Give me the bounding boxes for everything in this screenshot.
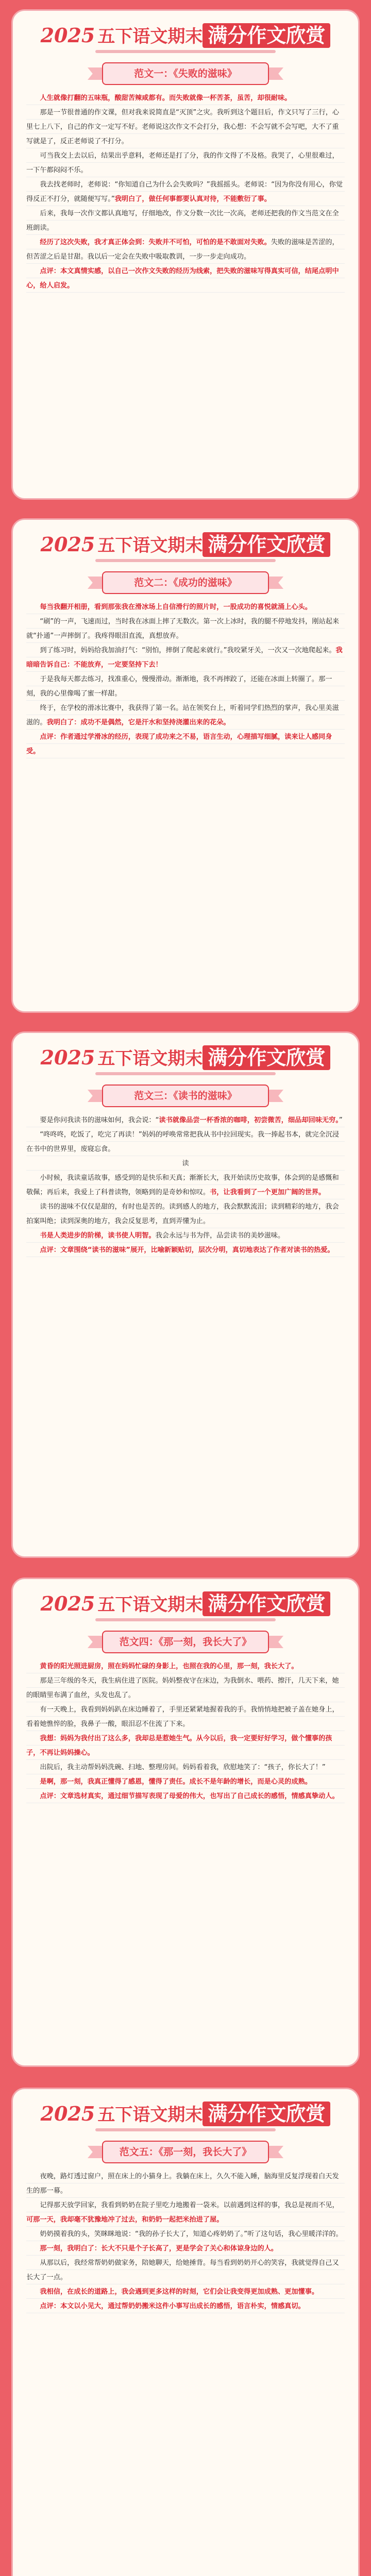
paragraph-text: 终于，在学校的滑冰比赛中，我获得了第一名。站在领奖台上，听着同学们热烈的掌声，我心里美滋滋的。 (26, 704, 339, 726)
header-title-highlight: 满分作文欣赏 (203, 1591, 330, 1616)
header-title-mid: 五下语文期末 (97, 535, 203, 556)
paragraph-text: 奶奶摸着我的头，笑眯眯地说：“我的孙子长大了，知道心疼奶奶了。”听了这句话，我心里暖洋洋的。 (40, 2230, 343, 2238)
header-title-highlight: 满分作文欣赏 (203, 1045, 330, 1070)
essay-ribbon: 范文五：《那一刻，我长大了》 (102, 2141, 269, 2163)
highlighted-sentence: 那一刻，我明白了：长大不只是个子长高了，更是学会了关心和体谅身边的人。 (40, 2245, 278, 2252)
essay-paragraph (26, 1128, 345, 1157)
header-title-highlight: 满分作文欣赏 (203, 2102, 330, 2126)
header-title-highlight: 满分作文欣赏 (203, 532, 330, 557)
paragraph-text: ” (339, 1116, 343, 1124)
highlighted-sentence: 点评：作者通过学滑冰的经历，表现了成功来之不易，语言生动，心理描写细腻，读来让人感同身受。 (26, 733, 332, 755)
essay-paragraph (26, 730, 345, 759)
essay-ribbon: 范文一：《失败的滋味》 (102, 62, 269, 85)
highlighted-sentence: 我相信，在成长的道路上，我会遇到更多这样的时刻，它们会让我变得更加成熟、更加懂事。 (40, 2288, 319, 2296)
highlighted-sentence: 我想：妈妈为我付出了这么多，我却总是惹她生气。从今以后，我一定要好好学习，做个懂事的孩子，不再让妈妈操心。 (26, 1735, 332, 1757)
header-year: 2025 (40, 24, 95, 47)
header-year: 2025 (40, 1592, 95, 1615)
paragraph-text: 后来，我每一次作文都认真地写，仔细地改，作文分数一次比一次高，老师还把我的作文当范文在全班朗读。 (26, 210, 339, 232)
highlighted-sentence: 点评：本文以小见大，通过帮奶奶搬米这件小事写出成长的感悟，语言朴实，情感真切。 (40, 2302, 305, 2310)
highlighted-sentence: 点评：本文真情实感，以自己一次作文失败的经历为线索，把失败的滋味写得真实可信，结尾点明中心，给人启发。 (26, 267, 339, 290)
card-header (13, 2089, 358, 2139)
essay-paragraph (26, 643, 345, 672)
header-underline (95, 2128, 276, 2131)
essay-paragraph (26, 1760, 345, 1775)
essay-paragraph (26, 2227, 345, 2242)
paragraph-text: 出院后，我主动帮妈妈洗碗、扫地、整理房间。妈妈看着我，欣慰地笑了：“孩子，你长大了！” (40, 1764, 326, 1771)
highlighted-sentence: 黄昏的阳光照进厨房，照在妈妈忙碌的身影上，也照在我的心里，那一刻，我长大了。 (40, 1663, 298, 1670)
essay-card-2 (11, 518, 360, 1013)
essay-paragraph (26, 1113, 345, 1128)
paragraph-text: 于是我每天都去练习，找准重心，慢慢滑动。渐渐地，我不再摔跤了，还能在冰面上转圈了。那一刻，我的心里像喝了蜜一样甜。 (26, 675, 332, 698)
essay-paragraph (26, 264, 345, 293)
essay-paragraph (26, 701, 345, 730)
header-title-mid: 五下语文期末 (97, 1048, 203, 1069)
essay-body (13, 597, 358, 764)
paragraph-text: 失败的滋味是苦涩的，但苦涩之后是甘甜。我以后一定会在失败中吸取教训，一步一步走向成功。 (26, 239, 339, 261)
highlighted-sentence: 人生就像打翻的五味瓶，酸甜苦辣咸都有。而失败就像一杯苦茶，虽苦，却很耐味。 (40, 94, 292, 102)
essay-card-3 (11, 1031, 360, 1558)
highlighted-sentence: 我暗暗告诉自己：不能放弃，一定要坚持下去！ (26, 647, 343, 669)
essay-paragraph (26, 1732, 345, 1760)
essay-paragraph (26, 1200, 345, 1229)
essay-paragraph (26, 207, 345, 235)
header-year: 2025 (40, 533, 95, 556)
highlighted-sentence: 点评：文章选材真实，通过细节描写表现了母爱的伟大，也写出了自己成长的感悟，情感真挚动人。 (40, 1792, 339, 1800)
essay-ribbon: 范文三：《读书的滋味》 (102, 1084, 269, 1107)
paragraph-text: 从那以后，我经常帮奶奶做家务，陪她聊天，给她捶背。每当看到奶奶开心的笑容，我就觉得自己又长大了一点。 (26, 2259, 339, 2281)
paragraph-text: 读 (182, 1160, 189, 1167)
paragraph-text: 小时候，我读童话故事，感受到的是快乐和天真；渐渐长大，我开始读历史故事，体会到的是感慨和敬佩；再后来，我爱上了科普读物，领略到的是奇妙和惊叹。 (26, 1174, 339, 1196)
paragraph-text: “咚咚咚，吃饭了，吃完了再读！”妈妈的呼唤常常把我从书中拉回现实。我一捧起书本，就完全沉浸在书中的世界里，废寝忘食。 (26, 1131, 340, 1153)
essay-paragraph (26, 1659, 345, 1674)
essay-paragraph (26, 91, 345, 106)
essay-body (13, 88, 358, 298)
essay-paragraph (26, 600, 345, 615)
paragraph-text: 有一天晚上，我看到妈妈趴在床边睡着了，手里还紧紧地握着我的手。我悄悄地把被子盖在她身上，看着她憔悴的脸，我鼻子一酸，眼泪忍不住流了下来。 (26, 1706, 339, 1728)
essay-paragraph (26, 1674, 345, 1703)
paragraph-text: 读书的滋味不仅仅是甜的，有时也是苦的。读到感人的地方，我会默默流泪；读到精彩的地方，我会拍案叫绝；读到深奥的地方，我会反复思考，直到弄懂为止。 (26, 1203, 339, 1225)
paragraph-text: 夜晚，路灯透过窗户，照在床上的小猫身上。我躺在床上，久久不能入睡，脑海里反复浮现着白天发生的那一幕。 (26, 2173, 339, 2195)
highlighted-sentence: 我明白了：成功不是偶然，它是汗水和坚持浇灌出来的花朵。 (46, 719, 230, 726)
header-title-mid: 五下语文期末 (97, 26, 203, 47)
essay-card-1 (11, 9, 360, 500)
card-header (13, 520, 358, 569)
essay-ribbon: 范文四：《那一刻，我长大了》 (102, 1631, 269, 1653)
essay-paragraph (26, 149, 345, 178)
paragraph-text: 那是一节很普通的作文课，但对我来说简直是“灭顶”之灾。我听到这个题目后，作文只写了三行，心里七上八下，自己的作文一定写不好。老师说这次作文不会打分，我心想：不会写就不会写吧，大不了重写就是了，反正老师说了不打分。 (26, 109, 340, 145)
header-title-highlight: 满分作文欣赏 (203, 23, 330, 48)
paragraph-text: 那是三年级的冬天，我生病住进了医院。妈妈整夜守在床边，为我倒水、喂药、擦汗，几天下来，她的眼睛里布满了血丝，头发也乱了。 (26, 1677, 339, 1699)
paragraph-text: “刷”的一声，飞速而过，当时我在冰面上摔了无数次。第一次上冰时，我的腿不停地发抖，刚站起来就“扑通”一声摔倒了。我疼得眼泪直流，真想放弃。 (26, 618, 340, 640)
card-header (13, 11, 358, 60)
card-header (13, 1033, 358, 1082)
essay-paragraph (26, 2170, 345, 2198)
highlighted-sentence: 读书就像品尝一杯香浓的咖啡，初尝微苦，细品却回味无穷。 (159, 1116, 339, 1124)
paragraph-text: 可当我交上去以后，结果出乎意料，老师还是打了分，我的作文得了不及格。我哭了，心里很难过，一下午都闷闷不乐。 (26, 152, 339, 174)
header-year: 2025 (40, 1046, 95, 1069)
essay-paragraph (26, 1229, 345, 1243)
paragraph-text: 我会永远与书为伴，品尝读书的美妙滋味。 (155, 1232, 285, 1240)
essay-paragraph (26, 1789, 345, 1804)
card-header (13, 1579, 358, 1629)
highlighted-sentence: 可那一天，我却毫不犹豫地冲了过去，和奶奶一起把米抬进了屋。 (26, 2216, 224, 2224)
essay-body (13, 2166, 358, 2319)
essay-paragraph (26, 178, 345, 207)
essay-ribbon: 范文二：《成功的滋味》 (102, 571, 269, 594)
highlighted-sentence: 经历了这次失败，我才真正体会到：失败并不可怕，可怕的是不敢面对失败。 (40, 239, 271, 246)
header-underline (95, 559, 276, 562)
highlighted-sentence: 是啊，那一刻，我真正懂得了感恩，懂得了责任。成长不是年龄的增长，而是心灵的成熟。 (40, 1778, 312, 1786)
highlighted-sentence: 我明白了，做任何事都要认真对待，不能敷衍了事。 (114, 195, 271, 203)
highlighted-sentence: 书是人类进步的阶梯，读书使人明智。 (40, 1232, 156, 1240)
essay-paragraph (26, 2242, 345, 2256)
essay-paragraph (26, 2198, 345, 2227)
paragraph-text: 到了练习时，妈妈给我加油打气：“别怕，摔倒了爬起来就行。”我咬紧牙关，一次又一次地爬起来。 (40, 647, 336, 654)
header-underline (95, 1618, 276, 1621)
essay-paragraph (26, 1157, 345, 1171)
essay-paragraph (26, 672, 345, 701)
highlighted-sentence: 点评：文章围绕“读书的滋味”展开，比喻新颖贴切，层次分明，真切地表达了作者对读书的热爱。 (40, 1246, 334, 1254)
essay-paragraph (26, 235, 345, 264)
essay-paragraph (26, 2285, 345, 2299)
header-title-mid: 五下语文期末 (97, 2105, 203, 2125)
essay-body (13, 1110, 358, 1263)
paragraph-text: 要是你问我读书的滋味如何，我会说：“ (40, 1116, 159, 1124)
essay-card-5 (11, 2088, 360, 2576)
essay-paragraph (26, 2299, 345, 2314)
essay-paragraph (26, 1775, 345, 1789)
header-underline (95, 50, 276, 53)
header-year: 2025 (40, 2102, 95, 2125)
essay-paragraph (26, 1243, 345, 1258)
essay-paragraph (26, 1703, 345, 1732)
header-title-mid: 五下语文期末 (97, 1595, 203, 1615)
highlighted-sentence: 书，让我看到了一个更加广阔的世界。 (210, 1189, 326, 1196)
header-underline (95, 1072, 276, 1075)
essay-paragraph (26, 106, 345, 149)
essay-paragraph (26, 1171, 345, 1200)
essay-paragraph (26, 2256, 345, 2285)
paragraph-text: 我去找老师时，老师说：“你知道自己为什么会失败吗？”我摇摇头。老师说：“因为你没有用心，你觉得反正不打分，就随便写写。” (26, 181, 343, 203)
paragraph-text: 记得那天放学回家，我看到奶奶在院子里吃力地搬着一袋米。以前遇到这样的事，我总是视而不见， (40, 2201, 339, 2209)
essay-card-4 (11, 1578, 360, 2067)
essay-paragraph (26, 615, 345, 643)
essay-body (13, 1656, 358, 1809)
highlighted-sentence: 每当我翻开相册，看到那张我在滑冰场上自信滑行的照片时，一股成功的喜悦就涌上心头。 (40, 603, 312, 611)
